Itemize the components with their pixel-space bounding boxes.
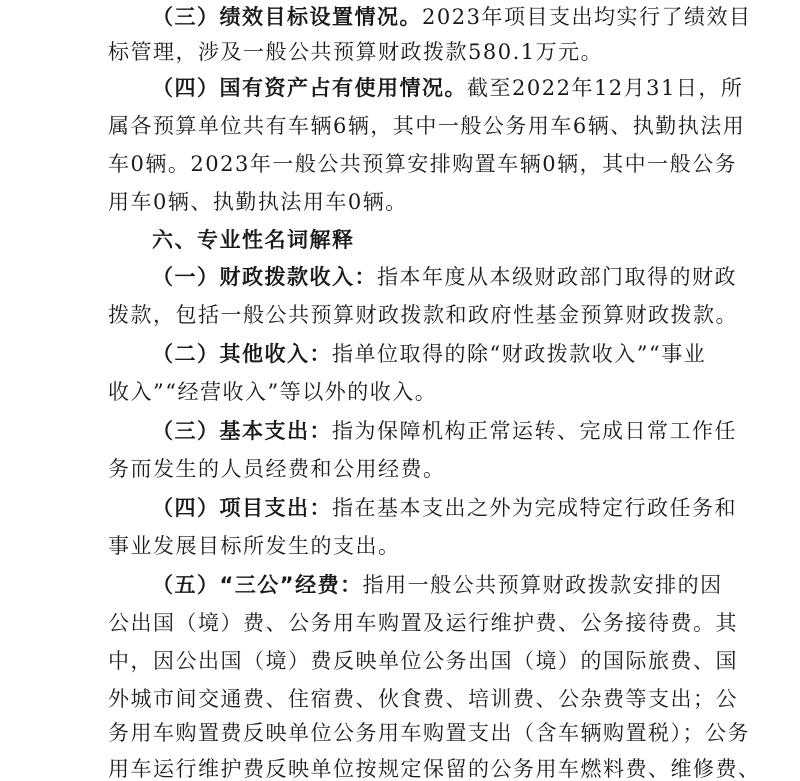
term-project-expense-text-1: 指在基本支出之外为完成特定行政任务和 xyxy=(332,496,737,520)
term-three-public-line-2: 公出国（境）费、公务用车购置及运行维护费、公务接待费。其 xyxy=(108,611,738,635)
term-three-public-line-3: 中，因公出国（境）费反映单位公务出国（境）的国际旅费、国 xyxy=(108,649,738,673)
performance-goal-line-1 xyxy=(152,2,751,32)
performance-goal-label: （三）绩效目标设置情况。 xyxy=(152,5,422,29)
term-project-expense-label: （四）项目支出： xyxy=(152,496,332,520)
asset-usage-line-2: 属各预算单位共有车辆6辆，其中一般公务用车6辆、执勤执法用 xyxy=(108,114,746,138)
term-three-public-line-6: 用车运行维护费反映单位按规定保留的公务用车燃料费、维修费、 xyxy=(108,757,761,781)
asset-usage-text-1: 截至2022年12月31日，所 xyxy=(467,76,744,100)
term-project-expense-line-2: 事业发展目标所发生的支出。 xyxy=(108,534,401,558)
asset-usage-line-4: 用车0辆、执勤执法用车0辆。 xyxy=(108,190,408,214)
term-other-income-line-1 xyxy=(152,339,706,369)
term-fiscal-income-line-2: 拨款，包括一般公共预算财政拨款和政府性基金预算财政拨款。 xyxy=(108,303,738,327)
term-basic-expense-line-2: 务而发生的人员经费和公用经费。 xyxy=(108,457,446,481)
term-three-public-text-1: 指用一般公共预算财政拨款安排的因 xyxy=(362,573,723,597)
term-three-public-line-4: 外城市间交通费、住宿费、伙食费、培训费、公杂费等支出；公 xyxy=(108,687,738,711)
term-fiscal-income-text-1: 指本年度从本级财政部门取得的财政 xyxy=(377,265,737,289)
term-basic-expense-label: （三）基本支出： xyxy=(152,419,332,443)
asset-usage-line-1 xyxy=(152,73,743,103)
term-basic-expense-line-1 xyxy=(152,416,737,446)
term-other-income-label: （二）其他收入： xyxy=(152,342,332,366)
term-three-public-line-5: 务用车购置费反映单位公务用车购置支出（含车辆购置税）；公务 xyxy=(108,721,750,745)
section-heading: 六、专业性名词解释 xyxy=(152,228,355,252)
asset-usage-label: （四）国有资产占有使用情况。 xyxy=(152,76,467,100)
performance-goal-line-2: 标管理，涉及一般公共预算财政拨款580.1万元。 xyxy=(108,40,604,64)
term-other-income-text-1: 指单位取得的除“财政拨款收入”“事业 xyxy=(332,342,707,366)
asset-usage-line-3: 车0辆。2023年一般公共预算安排购置车辆0辆，其中一般公务 xyxy=(108,152,738,176)
term-three-public-label: （五）“三公”经费： xyxy=(152,573,363,597)
term-other-income-line-2: 收入”“经营收入”等以外的收入。 xyxy=(108,380,438,404)
term-fiscal-income-line-1 xyxy=(152,262,737,292)
performance-goal-text-1: 2023年项目支出均实行了绩效目 xyxy=(422,5,752,29)
term-fiscal-income-label: （一）财政拨款收入： xyxy=(152,265,377,289)
term-basic-expense-text-1: 指为保障机构正常运转、完成日常工作任 xyxy=(332,419,737,443)
term-project-expense-line-1 xyxy=(152,493,737,523)
term-three-public-line-1 xyxy=(152,570,723,600)
